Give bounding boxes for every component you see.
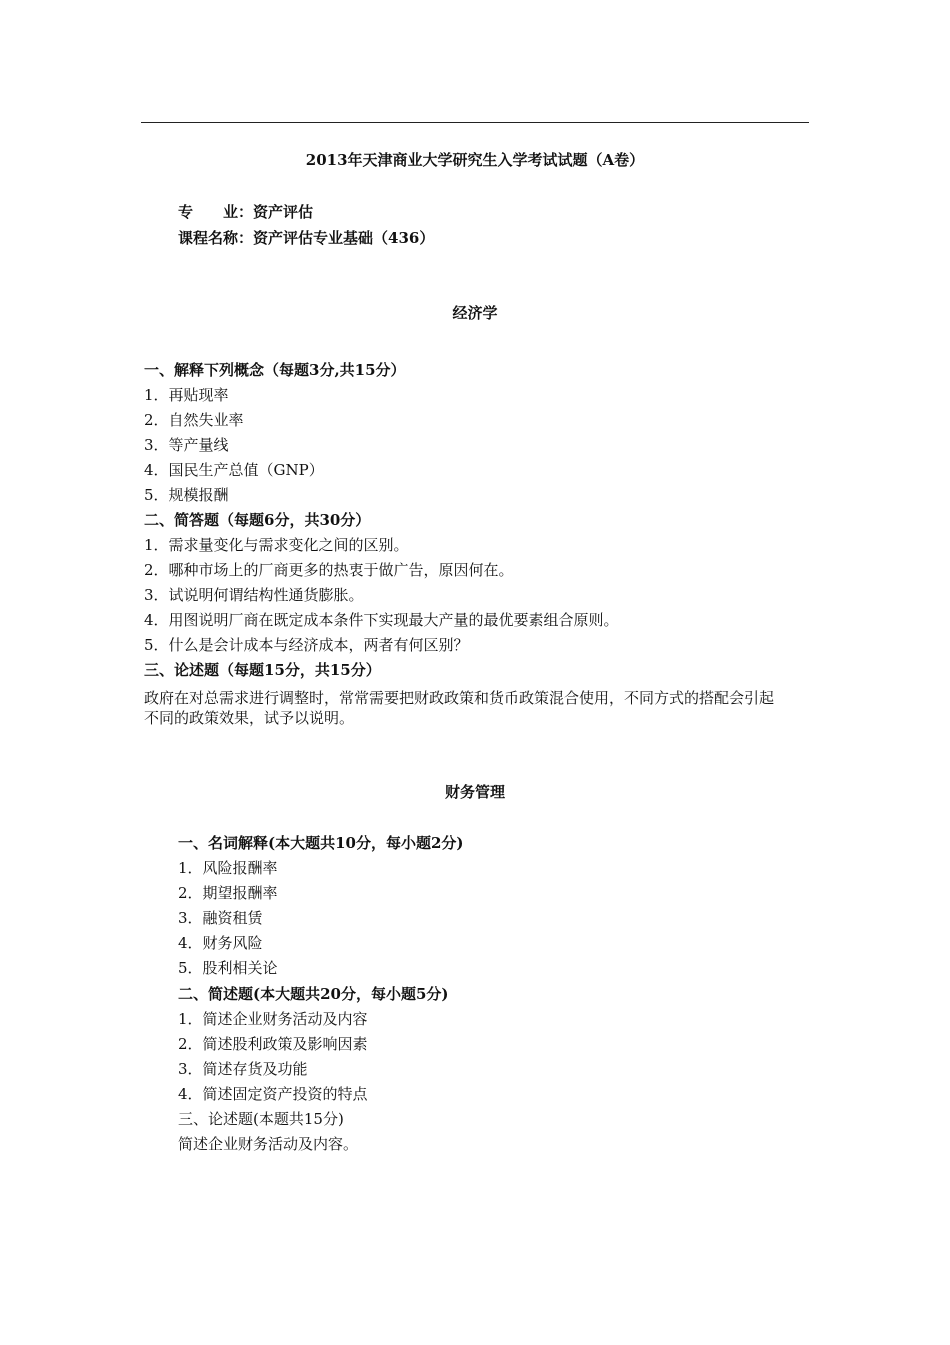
list-item: 4．国民生产总值（GNP） (144, 461, 324, 479)
fin-part3-title: 三、论述题(本题共15分) (178, 1110, 344, 1128)
list-item: 5．什么是会计成本与经济成本，两者有何区别？ (144, 636, 469, 654)
econ-part2-title: 二、简答题（每题6分，共30分） (144, 511, 371, 529)
list-item: 3．试说明何谓结构性通货膨胀。 (144, 586, 364, 604)
exam-title: 2013年天津商业大学研究生入学考试试题（A卷） (305, 151, 645, 169)
econ-part1-title: 一、解释下列概念（每题3分,共15分） (144, 361, 406, 379)
section-heading-finance: 财务管理 (444, 783, 505, 801)
list-item: 2．哪种市场上的厂商更多的热衷于做广告，原因何在。 (144, 561, 514, 579)
fin-part2-title: 二、简述题(本大题共20分，每小题5分) (178, 985, 449, 1003)
major-line: 专 业：资产评估 (178, 203, 314, 221)
list-item: 2．自然失业率 (144, 411, 244, 429)
list-item: 2．简述股利政策及影响因素 (178, 1035, 368, 1053)
list-item: 1．再贴现率 (144, 386, 229, 404)
fin-essay-question: 简述企业财务活动及内容。 (178, 1135, 359, 1153)
top-rule (141, 122, 809, 123)
list-item: 5．规模报酬 (144, 486, 229, 504)
list-item: 1．简述企业财务活动及内容 (178, 1010, 368, 1028)
course-line: 课程名称：资产评估专业基础（436） (178, 229, 435, 247)
econ-part3-title: 三、论述题（每题15分，共15分） (144, 661, 381, 679)
list-item: 1．需求量变化与需求变化之间的区别。 (144, 536, 409, 554)
list-item: 3．等产量线 (144, 436, 229, 454)
fin-part1-title: 一、名词解释(本大题共10分，每小题2分) (178, 834, 464, 852)
list-item: 5．股利相关论 (178, 959, 278, 977)
list-item: 3．简述存货及功能 (178, 1060, 308, 1078)
econ-essay-question: 政府在对总需求进行调整时，常常需要把财政政策和货币政策混合使用，不同方式的搭配会引起不同的政策效果，试予以说明。 (144, 689, 775, 727)
section-heading-economics: 经济学 (452, 304, 498, 322)
list-item: 4．简述固定资产投资的特点 (178, 1085, 368, 1103)
list-item: 3．融资租赁 (178, 909, 263, 927)
list-item: 4．用图说明厂商在既定成本条件下实现最大产量的最优要素组合原则。 (144, 611, 619, 629)
list-item: 1．风险报酬率 (178, 859, 278, 877)
list-item: 4．财务风险 (178, 934, 263, 952)
list-item: 2．期望报酬率 (178, 884, 278, 902)
